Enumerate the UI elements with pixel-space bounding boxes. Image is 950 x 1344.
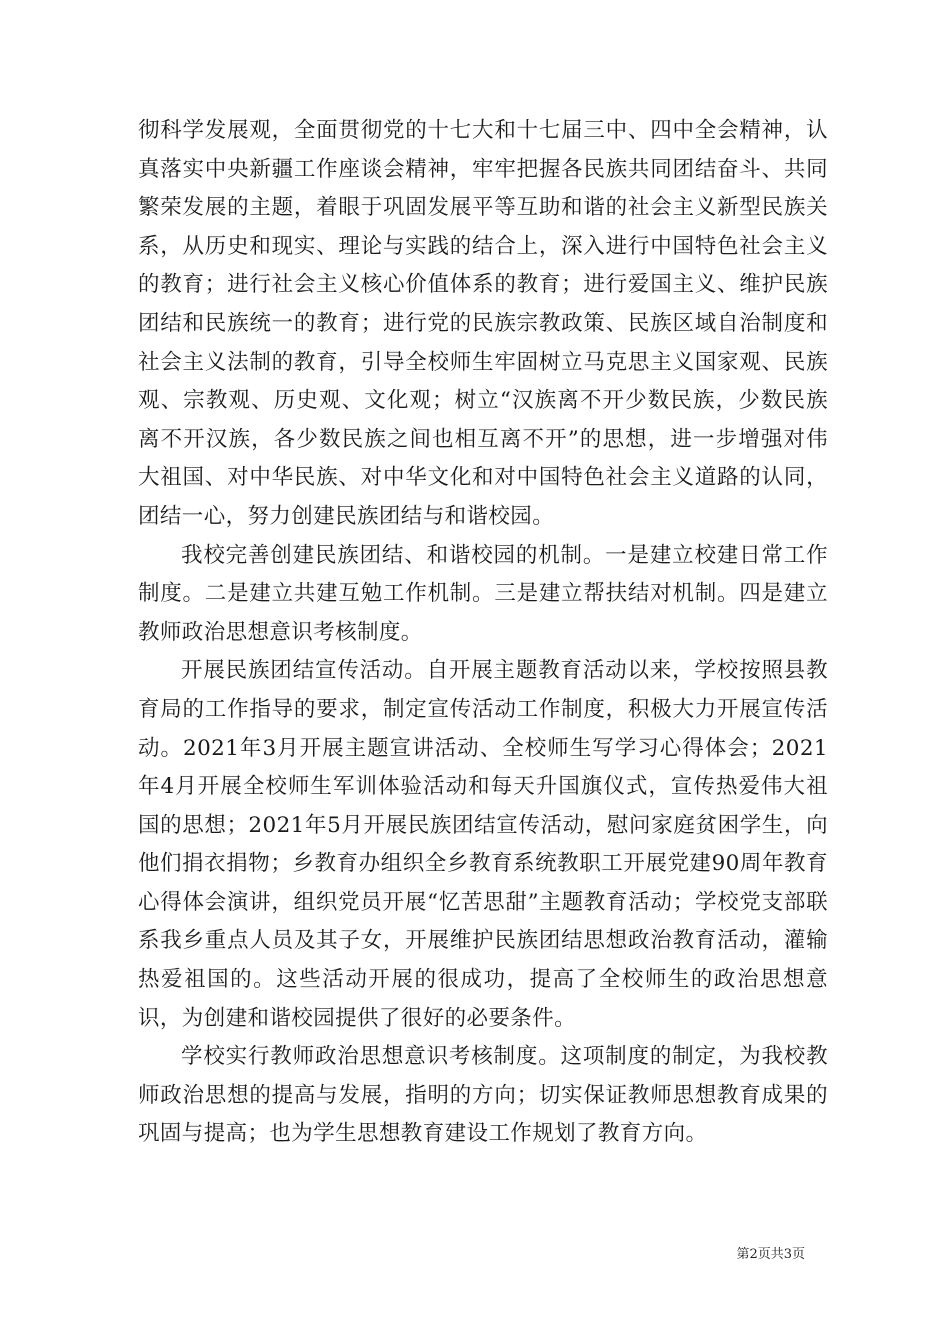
document-body	[138, 112, 828, 1154]
paragraph-mechanism: 我校完善创建民族团结、和谐校园的机制。一是建立校建日常工作制度。二是建立共建互勉工作机制。三是建立帮扶结对机制。四是建立教师政治思想意识考核制度。	[138, 542, 828, 645]
page-number-footer: 第2页共3页	[736, 1247, 805, 1262]
paragraph-assessment-system: 学校实行教师政治思想意识考核制度。这项制度的制定，为我校教师政治思想的提高与发展，指明的方向；切实保证教师思想教育成果的巩固与提高；也为学生思想教育建设工作规划了教育方向。	[138, 1044, 828, 1147]
paragraph-continuation: 彻科学发展观，全面贯彻党的十七大和十七届三中、四中全会精神，认真落实中央新疆工作座谈会精神，牢牢把握各民族共同团结奋斗、共同繁荣发展的主题，着眼于巩固发展平等互助和谐的社会主义新型民族关系，从历史和现实、理论与实践的结合上，深入进行中国特色社会主义的教育；进行社会主义核心价值体系的教育；进行爱国主义、维护民族团结和民族统一的教育；进行党的民族宗教政策、民族区域自治制度和社会主义法制的教育，引导全校师生牢固树立马克思主义国家观、民族观、宗教观、历史观、文化观；树立“汉族离不开少数民族，少数民族离不开汉族，各少数民族之间也相互离不开”的思想，进一步增强对伟大祖国、对中华民族、对中华文化和对中国特色社会主义道路的认同，团结一心，努力创建民族团结与和谐校园。	[138, 118, 828, 529]
paragraph-publicity-activities: 开展民族团结宣传活动。自开展主题教育活动以来，学校按照县教育局的工作指导的要求，制定宣传活动工作制度，积极大力开展宣传活动。2021年3月开展主题宣讲活动、全校师生写学习心得体会；2021年4月开展全校师生军训体验活动和每天升国旗仪式，宣传热爱伟大祖国的思想；2021年5月开展民族团结宣传活动，慰问家庭贫困学生，向他们捐衣捐物；乡教育办组织全乡教育系统教职工开展党建90周年教育心得体会演讲，组织党员开展“忆苦思甜”主题教育活动；学校党支部联系我乡重点人员及其子女，开展维护民族团结思想政治教育活动，灌输热爱祖国的。这些活动开展的很成功，提高了全校师生的政治思想意识，为创建和谐校园提供了很好的必要条件。	[138, 658, 828, 1031]
